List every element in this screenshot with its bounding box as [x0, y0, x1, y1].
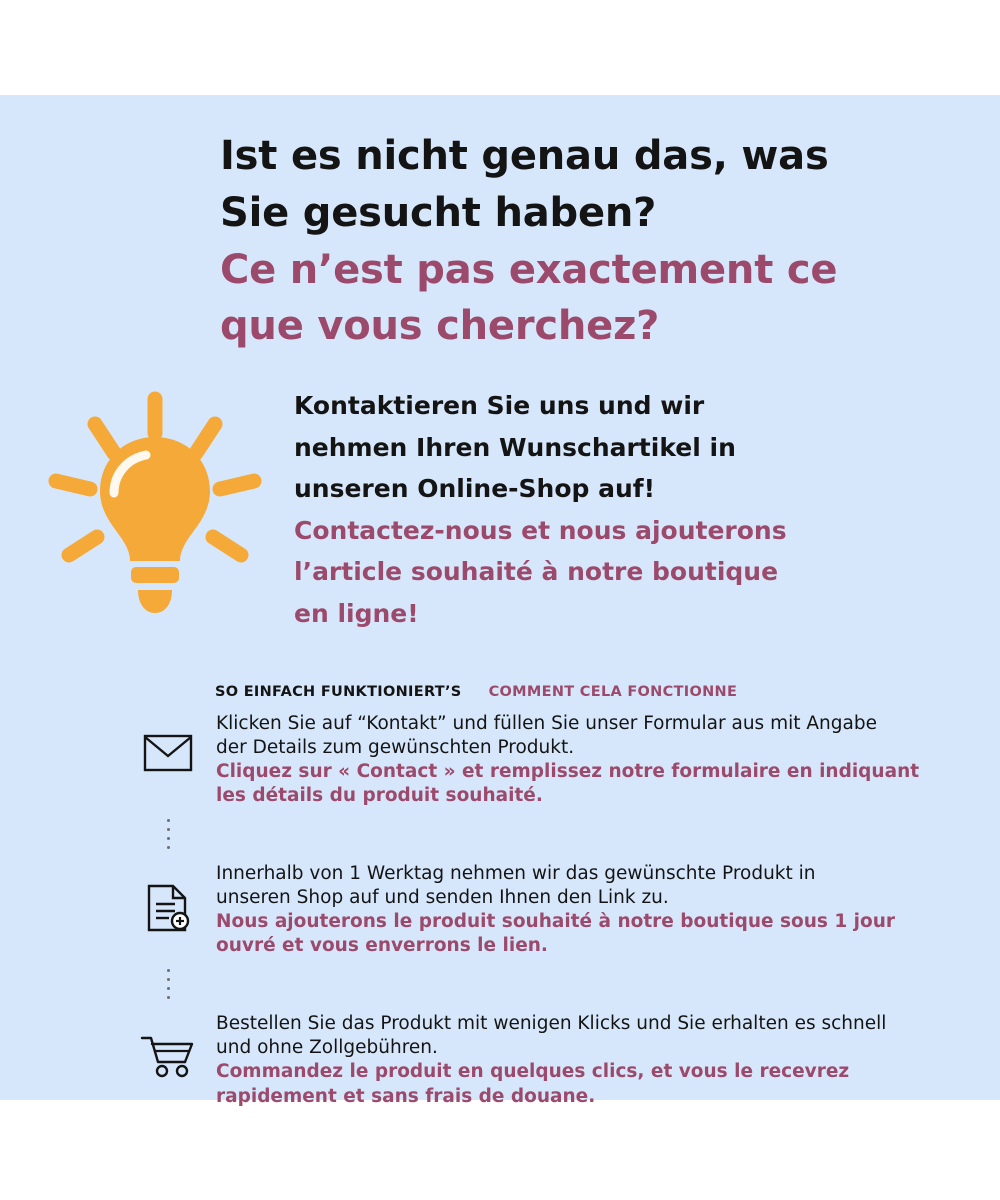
dot [167, 969, 170, 972]
subheadline-fr-line3: en ligne! [294, 598, 419, 628]
dot [167, 996, 170, 999]
list-item [120, 860, 940, 958]
subheadline-de-line2: nehmen Ihren Wunschartikel in [294, 432, 736, 462]
headline-block [220, 128, 930, 355]
step-connector-dots [120, 808, 216, 860]
headline-fr-line2: que vous cherchez? [220, 303, 660, 350]
step-fr-line2: ouvré et vous enverrons le lien. [216, 935, 548, 957]
subheadline-block [294, 385, 914, 634]
dot [167, 978, 170, 981]
how-it-works-heading [215, 681, 737, 700]
headline-de-line1: Ist es nicht genau das, was [220, 133, 829, 179]
dot [167, 837, 170, 840]
headline-de-line2: Sie gesucht haben? [220, 189, 657, 236]
step-text [216, 1010, 886, 1108]
step-de-line2: und ohne Zollgebühren. [216, 1037, 438, 1059]
steps-list [120, 710, 940, 1109]
dot [167, 828, 170, 831]
subheadline-fr-line2: l’article souhaité à notre boutique [294, 557, 779, 586]
dot [167, 987, 170, 990]
step-fr-line1: Cliquez sur « Contact » et remplissez notre formulaire en indiquant [216, 761, 920, 783]
step-de-line2: unseren Shop auf und senden Ihnen den Link zu. [216, 887, 669, 909]
step-fr-line1: Commandez le produit en quelques clics, et vous le recevrez [216, 1061, 850, 1083]
envelope-icon [120, 710, 216, 772]
how-it-works-de-label: SO EINFACH FUNKTIONIERT’S [215, 684, 462, 700]
step-fr-line1: Nous ajouterons le produit souhaité à notre boutique sous 1 jour [216, 911, 895, 933]
list-item [120, 710, 940, 808]
subheadline-de-line1: Kontaktieren Sie uns und wir [294, 391, 705, 420]
headline-fr-line1: Ce n’est pas exactement ce [220, 246, 838, 293]
shopping-cart-icon [120, 1010, 216, 1078]
step-de-line1: Bestellen Sie das Produkt mit wenigen Klicks und Sie erhalten es schnell [216, 1013, 887, 1035]
how-it-works-fr-label: COMMENT CELA FONCTIONNE [488, 684, 738, 700]
step-text [216, 710, 919, 808]
document-add-icon [120, 860, 216, 932]
list-item [120, 1010, 940, 1108]
step-text [216, 860, 895, 958]
subheadline-fr-line1: Contactez-nous et nous ajouterons [294, 515, 787, 545]
step-de-line2: der Details zum gewünschten Produkt. [216, 737, 575, 759]
subheadline-de-line3: unseren Online-Shop auf! [294, 474, 656, 503]
step-connector-dots [120, 958, 216, 1010]
lightbulb-icon [38, 385, 278, 630]
step-fr-line2: rapidement et sans frais de douane. [216, 1085, 596, 1107]
step-fr-line2: les détails du produit souhaité. [216, 785, 543, 807]
dot [167, 819, 170, 822]
step-de-line1: Klicken Sie auf “Kontakt” und füllen Sie unser Formular aus mit Angabe [216, 713, 877, 734]
dot [167, 846, 170, 849]
step-de-line1: Innerhalb von 1 Werktag nehmen wir das gewünschte Produkt in [216, 863, 816, 885]
